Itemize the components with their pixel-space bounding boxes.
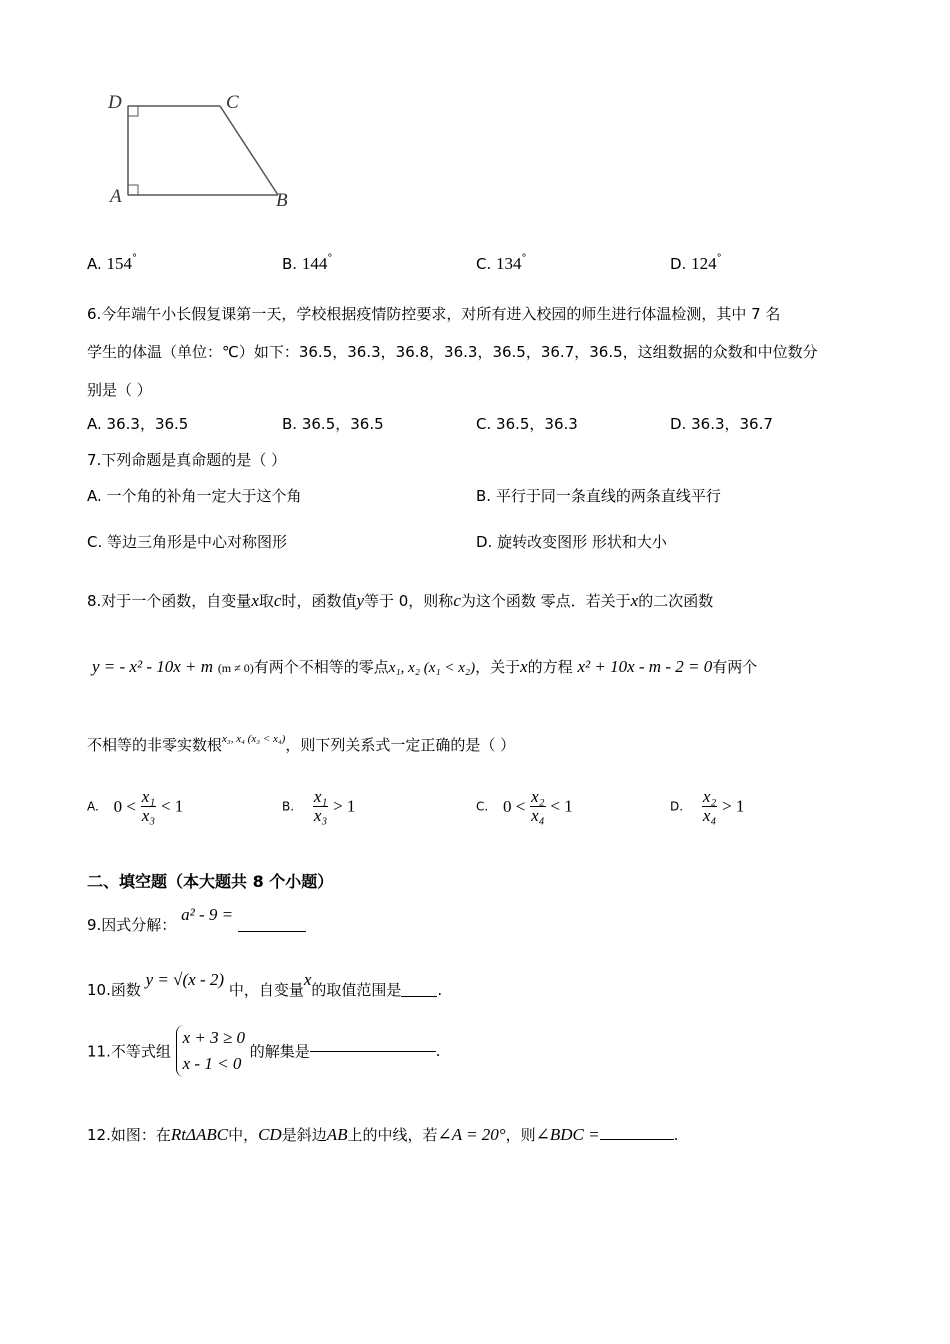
vertex-label-c: C xyxy=(226,92,239,113)
q12: 12.如图：在RtΔABC中，CD是斜边AB上的中线，若∠A = 20°，则∠BDC = . xyxy=(87,1125,679,1144)
q7-stem: 7.下列命题是真命题的是（ ） xyxy=(87,451,287,469)
q6-option-b[interactable]: B. 36.5，36.5 xyxy=(282,415,384,433)
q5-option-d[interactable]: D. 124° xyxy=(670,253,722,273)
q8-option-b[interactable]: B. $\frac{\text{x₁}}{\text{x₃}}$ > 1 xyxy=(282,787,356,825)
q6-option-d[interactable]: D. 36.3，36.7 xyxy=(670,415,773,433)
q6-stem-line3: 别是（ ） xyxy=(87,381,152,399)
trapezoid-figure xyxy=(100,88,300,213)
q6-stem-line1: 6.今年端午小长假复课第一天，学校根据疫情防控要求，对所有进入校园的师生进行体温检测，其中 7 名 xyxy=(87,305,781,323)
q9-answer-blank[interactable] xyxy=(238,930,306,932)
section-heading: 二、填空题（本大题共 8 个小题） xyxy=(87,872,334,891)
q7-option-d[interactable]: D. 旋转改变图形 形状和大小 xyxy=(476,533,667,551)
q5-option-a[interactable]: A. 154° xyxy=(87,253,138,273)
q6-option-a[interactable]: A. 36.3，36.5 xyxy=(87,415,189,433)
q8-roots34: x₃, x₄ (x₃ < x₄) xyxy=(222,733,286,745)
q8-option-c[interactable]: C. 0 < $\frac{\text{x₂}}{\text{x₄}}$ < 1 xyxy=(476,787,573,825)
q5-option-b[interactable]: B. 144° xyxy=(282,253,333,273)
q8-cond: (m ≠ 0) xyxy=(217,661,254,675)
q6-stem-line2: 学生的体温（单位：℃）如下：36.5，36.3，36.8，36.3，36.5，36.7，36.5，这组数据的众数和中位数分 xyxy=(87,343,818,361)
q12-answer-blank[interactable] xyxy=(600,1138,674,1140)
q8-eq1: y = - x² - 10x + m xyxy=(92,657,214,676)
q10-answer-blank[interactable] xyxy=(401,995,437,997)
q9: 9.因式分解： a² - 9 = xyxy=(87,905,306,935)
q7-option-a[interactable]: A. 一个角的补角一定大于这个角 xyxy=(87,487,302,505)
vertex-label-d: D xyxy=(108,92,122,113)
q7-option-b[interactable]: B. 平行于同一条直线的两条直线平行 xyxy=(476,487,721,505)
q11: 11.不等式组 x + 3 ≥ 0 x - 1 < 0 的解集是 . xyxy=(87,1025,441,1077)
q8-eq2: x² + 10x - m - 2 = 0 xyxy=(577,657,713,676)
q8-option-a[interactable]: A. 0 < $\frac{\text{x₁}}{\text{x₃}}$ < 1 xyxy=(87,787,184,825)
inequality-system: x + 3 ≥ 0 x - 1 < 0 xyxy=(176,1025,245,1077)
q5-option-c[interactable]: C. 134° xyxy=(476,253,527,273)
q6-option-c[interactable]: C. 36.5，36.3 xyxy=(476,415,578,433)
q11-answer-blank[interactable] xyxy=(310,1050,436,1052)
q7-option-c[interactable]: C. 等边三角形是中心对称图形 xyxy=(87,533,288,551)
vertex-label-b: B xyxy=(276,190,288,211)
q8-roots12: x₁, x₂ (x₁ < x₂) xyxy=(388,660,476,676)
q10: 10.函数 y = √(x - 2) 中，自变量x的取值范围是 . xyxy=(87,970,443,999)
q8-stem-line2: y = - x² - 10x + m (m ≠ 0)有两个不相等的零点x₁, x₂ (x₁ < x₂)，关于x的方程 x² + 10x - m - 2 = 0有两个 xyxy=(92,657,758,676)
q8-stem-line3: 不相等的非零实数根$^{x_3, x_4 (x_3 < x_4)}$，则下列关系式一定正确的是（ ） xyxy=(87,733,516,754)
q8-option-d[interactable]: D. $\frac{\text{x₂}}{\text{x₄}}$ > 1 xyxy=(670,787,745,825)
q8-stem-line1: 8.对于一个函数，自变量x取c时，函数值y等于 0，则称c为这个函数 零点．若关于x的二次函数 xyxy=(87,591,714,610)
vertex-label-a: A xyxy=(110,186,122,207)
